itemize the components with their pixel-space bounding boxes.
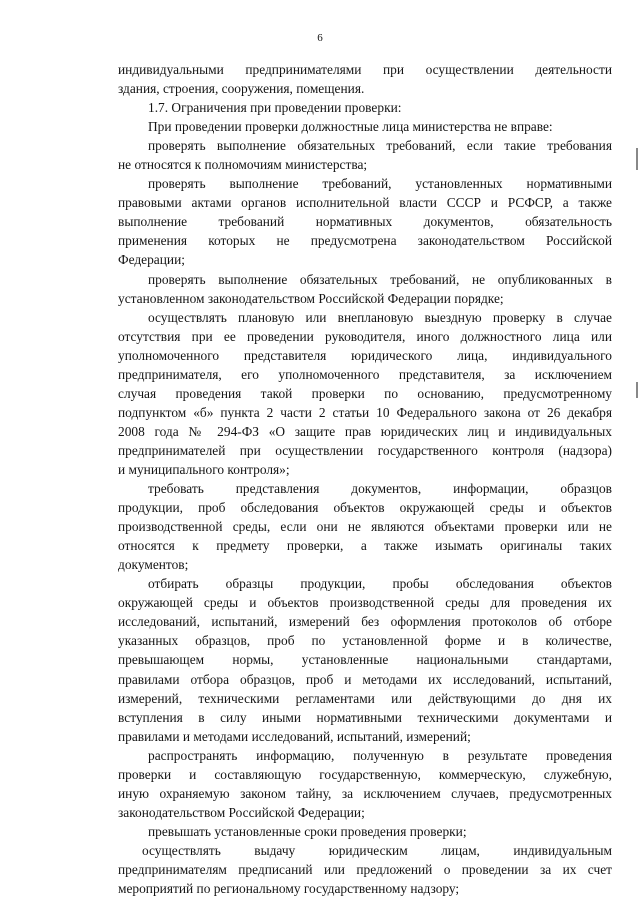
text-line: документов; (118, 557, 189, 573)
text-line: предпринимателям предписаний или предложений о проведении за их счет (118, 861, 612, 877)
text-line: исследований, испытаний, измерений без оформления протоколов об отборе (118, 614, 612, 630)
text-line: 2008 года № 294-ФЗ «О защите прав юридических лиц и индивидуальных (118, 423, 612, 439)
text-line: осуществлять выдачу юридическим лицам, индивидуальным (142, 842, 612, 858)
text-line: правилами и методами исследований, испытаний, измерений; (118, 728, 471, 744)
text-line: применения которых не предусмотрена законодательством Российской (118, 233, 612, 249)
text-line: законодательством Российской Федерации; (118, 804, 365, 820)
text-line: превышать установленные сроки проведения проверки; (148, 823, 467, 839)
text-line: предпринимателей при осуществлении государственного контроля (надзора) (118, 442, 612, 458)
scan-edge-mark (636, 382, 638, 398)
text-line: иную охраняемую законом тайну, за исключением случаев, предусмотренных (118, 785, 612, 801)
text-line: подпунктом «б» пункта 2 части 2 статьи 10 Федерального закона от 26 декабря (118, 404, 612, 420)
text-line: измерений, техническими регламентами или действующими до дня их (118, 690, 612, 706)
text-line: случая проведения такой проверки по основанию, предусмотренному (118, 385, 612, 401)
text-line: правовыми актами органов исполнительной власти СССР и РСФСР, а также (118, 195, 612, 211)
document-body (118, 60, 612, 898)
text-line: При проведении проверки должностные лица министерства не вправе: (148, 119, 553, 135)
text-line: проверять выполнение требований, установленных нормативными (148, 176, 612, 192)
text-line: Федерации; (118, 252, 185, 268)
text-line: здания, строения, сооружения, помещения. (118, 81, 365, 97)
text-line: проверки и составляющую государственную, коммерческую, служебную, (118, 766, 612, 782)
text-line: осуществлять плановую или внеплановую выездную проверку в случае (148, 309, 612, 325)
scan-edge-mark (636, 148, 638, 170)
text-line: продукции, проб обследования объектов окружающей среды и объектов (118, 500, 612, 516)
text-line: и муниципального контроля»; (118, 461, 290, 477)
text-line: относятся к предмету проверки, а также изымать оригиналы таких (118, 538, 612, 554)
text-line: индивидуальными предпринимателями при осуществлении деятельности (118, 62, 612, 77)
text-line: уполномоченного представителя юридического лица, индивидуального (118, 347, 612, 363)
text-line: превышающем нормы, установленные национальными стандартами, (118, 652, 612, 668)
section-heading: 1.7. Ограничения при проведении проверки: (148, 100, 402, 116)
text-line: предпринимателя, его уполномоченного представителя, за исключением (118, 366, 612, 382)
text-line: требовать представления документов, информации, образцов (148, 481, 612, 497)
text-line: вступления в силу иными нормативными техническими документами и (118, 709, 612, 725)
text-line: отбирать образцы продукции, пробы обследования объектов (148, 576, 612, 592)
text-line: распространять информацию, полученную в результате проведения (148, 747, 612, 763)
text-line: правилами отбора образцов, проб и методами их исследований, испытаний, (118, 671, 612, 687)
text-line: установленном законодательством Российской Федерации порядке; (118, 290, 504, 306)
text-line: мероприятий по региональному государственному надзору; (118, 881, 460, 897)
text-line: производственной среды, если они не являются объектами проверки или не (118, 519, 612, 535)
page-number: 6 (317, 32, 323, 44)
text-line: не относятся к полномочиям министерства; (118, 157, 368, 173)
text-line: выполнение требований нормативных документов, обязательность (118, 214, 612, 230)
text-line: проверять выполнение обязательных требований, не опубликованных в (148, 271, 612, 287)
text-line: отсутствия при ее проведении руководителя, иного должностного лица или (118, 328, 612, 344)
text-line: окружающей среды и объектов производственной среды для проведения их (118, 595, 612, 611)
text-line: проверять выполнение обязательных требований, если такие требования (148, 138, 612, 154)
text-line: указанных образцов, проб по установленной форме и в количестве, (118, 633, 612, 649)
